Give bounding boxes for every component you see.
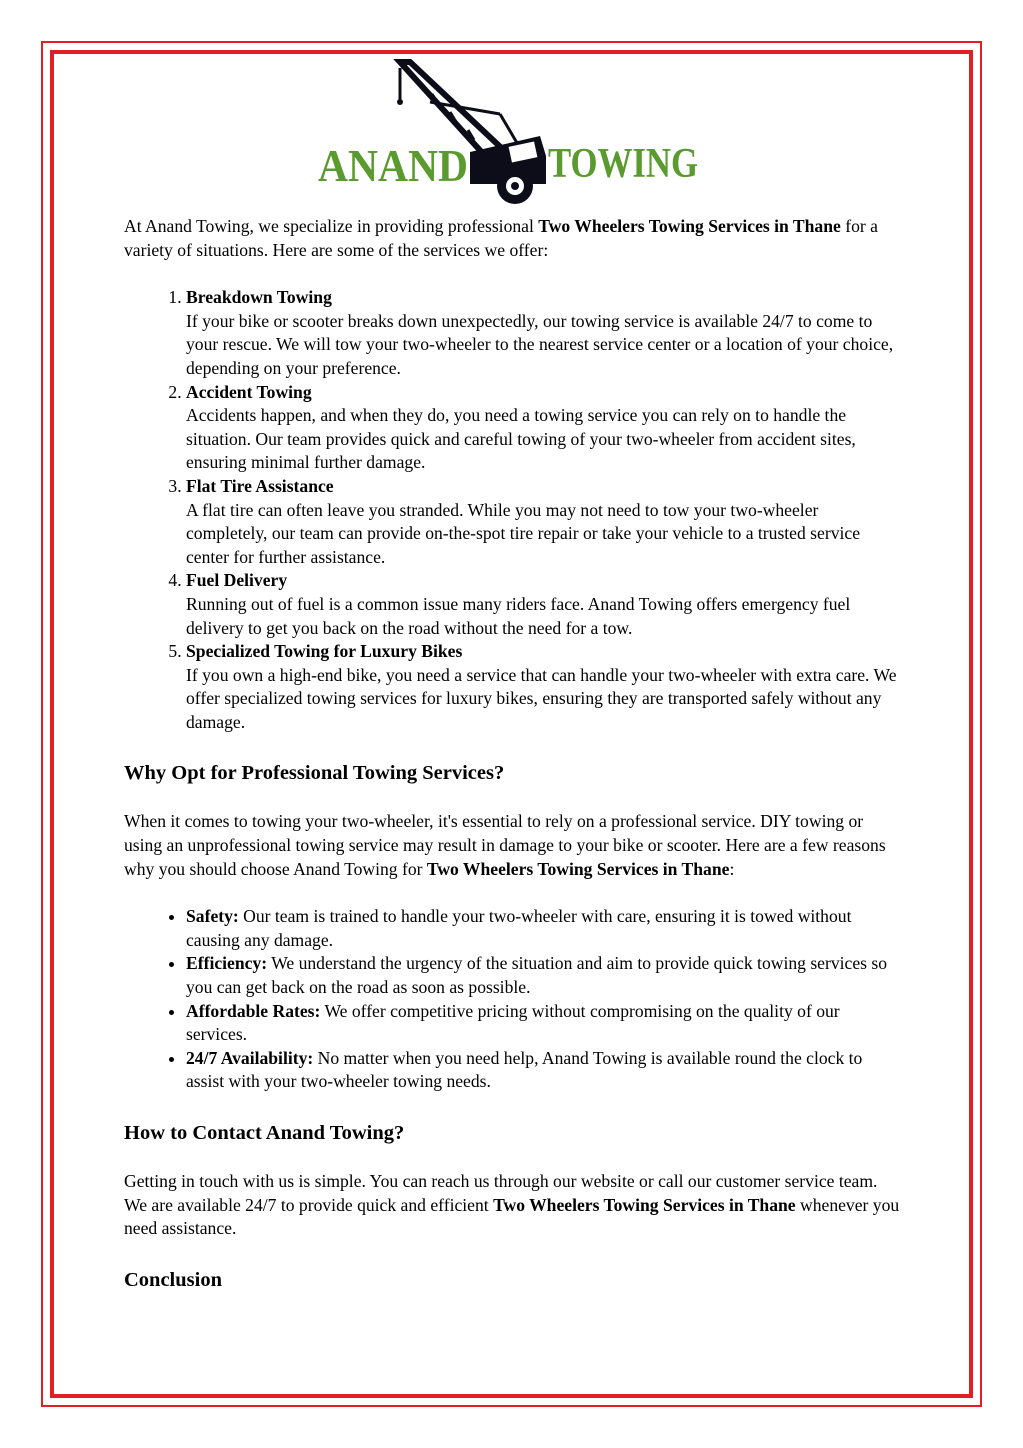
why-paragraph: When it comes to towing your two-wheeler, it's essential to rely on a professional service. DIY towing or using an unprofessional towing service may result in damage to your bike or scooter. Here are a few reasons why you should choose Anand Towing for Two Wheelers Towing Services in Thane:: [124, 811, 886, 879]
document-body: [124, 215, 904, 1317]
service-text: If your bike or scooter breaks down unexpectedly, our towing service is available 24/7 to come to your rescue. We will tow your two-wheeler to the nearest service center or a location of your choice, depending on your preference.: [186, 310, 894, 378]
list-item: [186, 569, 904, 640]
list-item: [186, 640, 904, 734]
reason-label: 24/7 Availability:: [186, 1047, 314, 1068]
list-item: • Affordable Rates: We offer competitive pricing without compromising on the quality of our services.: [186, 1000, 904, 1047]
service-text: If you own a high-end bike, you need a service that can handle your two-wheeler with extra care. We offer specialized towing services for luxury bikes, ensuring they are transported safely without any damage.: [186, 664, 897, 732]
crane-hook: [397, 99, 403, 105]
service-text: Running out of fuel is a common issue many riders face. Anand Towing offers emergency fuel delivery to get you back on the road without the need for a tow.: [186, 593, 851, 638]
list-item: • Safety: Our team is trained to handle your two-wheeler with care, ensuring it is towed without causing any damage.: [186, 905, 904, 952]
why-heading: Why Opt for Professional Towing Services?: [124, 762, 505, 785]
reason-label: Affordable Rates:: [186, 1000, 321, 1021]
list-item: • 24/7 Availability: No matter when you need help, Anand Towing is available round the clock to assist with your two-wheeler towing needs.: [186, 1047, 904, 1094]
logo-brand-right: TOWING: [548, 141, 698, 187]
list-item: [186, 381, 904, 475]
service-title: Breakdown Towing: [186, 287, 332, 308]
reason-label: Efficiency:: [186, 953, 268, 974]
service-text: Accidents happen, and when they do, you need a towing service you can rely on to handle the situation. Our team provides quick and careful towing of your two-wheeler from accident sites, ensuring minimal further damage.: [186, 405, 856, 473]
contact-heading: How to Contact Anand Towing?: [124, 1122, 405, 1144]
anand-towing-logo: [310, 56, 710, 218]
service-title: Fuel Delivery: [186, 570, 288, 591]
contact-paragraph: Getting in touch with us is simple. You can reach us through our website or call our customer service team. We are available 24/7 to provide quick and efficient Two Wheelers Towing Services in Thane whenever you need assistance.: [124, 1171, 900, 1239]
service-title: Flat Tire Assistance: [186, 475, 334, 496]
conclusion-heading: Conclusion: [124, 1268, 222, 1291]
services-list: [124, 286, 904, 734]
list-item: [186, 475, 904, 569]
list-item: [186, 286, 904, 380]
list-item: • Efficiency: We understand the urgency of the situation and aim to provide quick towing services so you can get back on the road as soon as possible.: [186, 952, 904, 999]
service-title: Accident Towing: [186, 381, 312, 402]
reasons-list: [124, 905, 904, 1094]
logo-brand-left: ANAND: [318, 140, 468, 191]
intro-paragraph: At Anand Towing, we specialize in providing professional Two Wheelers Towing Services in Thane for a variety of situations. Here are some of the services we offer:: [124, 216, 878, 260]
reason-label: Safety:: [186, 906, 239, 927]
service-text: A flat tire can often leave you stranded. While you may not need to tow your two-wheeler completely, our team can provide on-the-spot tire repair or take your vehicle to a trusted service center for further assistance.: [186, 499, 860, 567]
service-title: Specialized Towing for Luxury Bikes: [186, 641, 463, 662]
